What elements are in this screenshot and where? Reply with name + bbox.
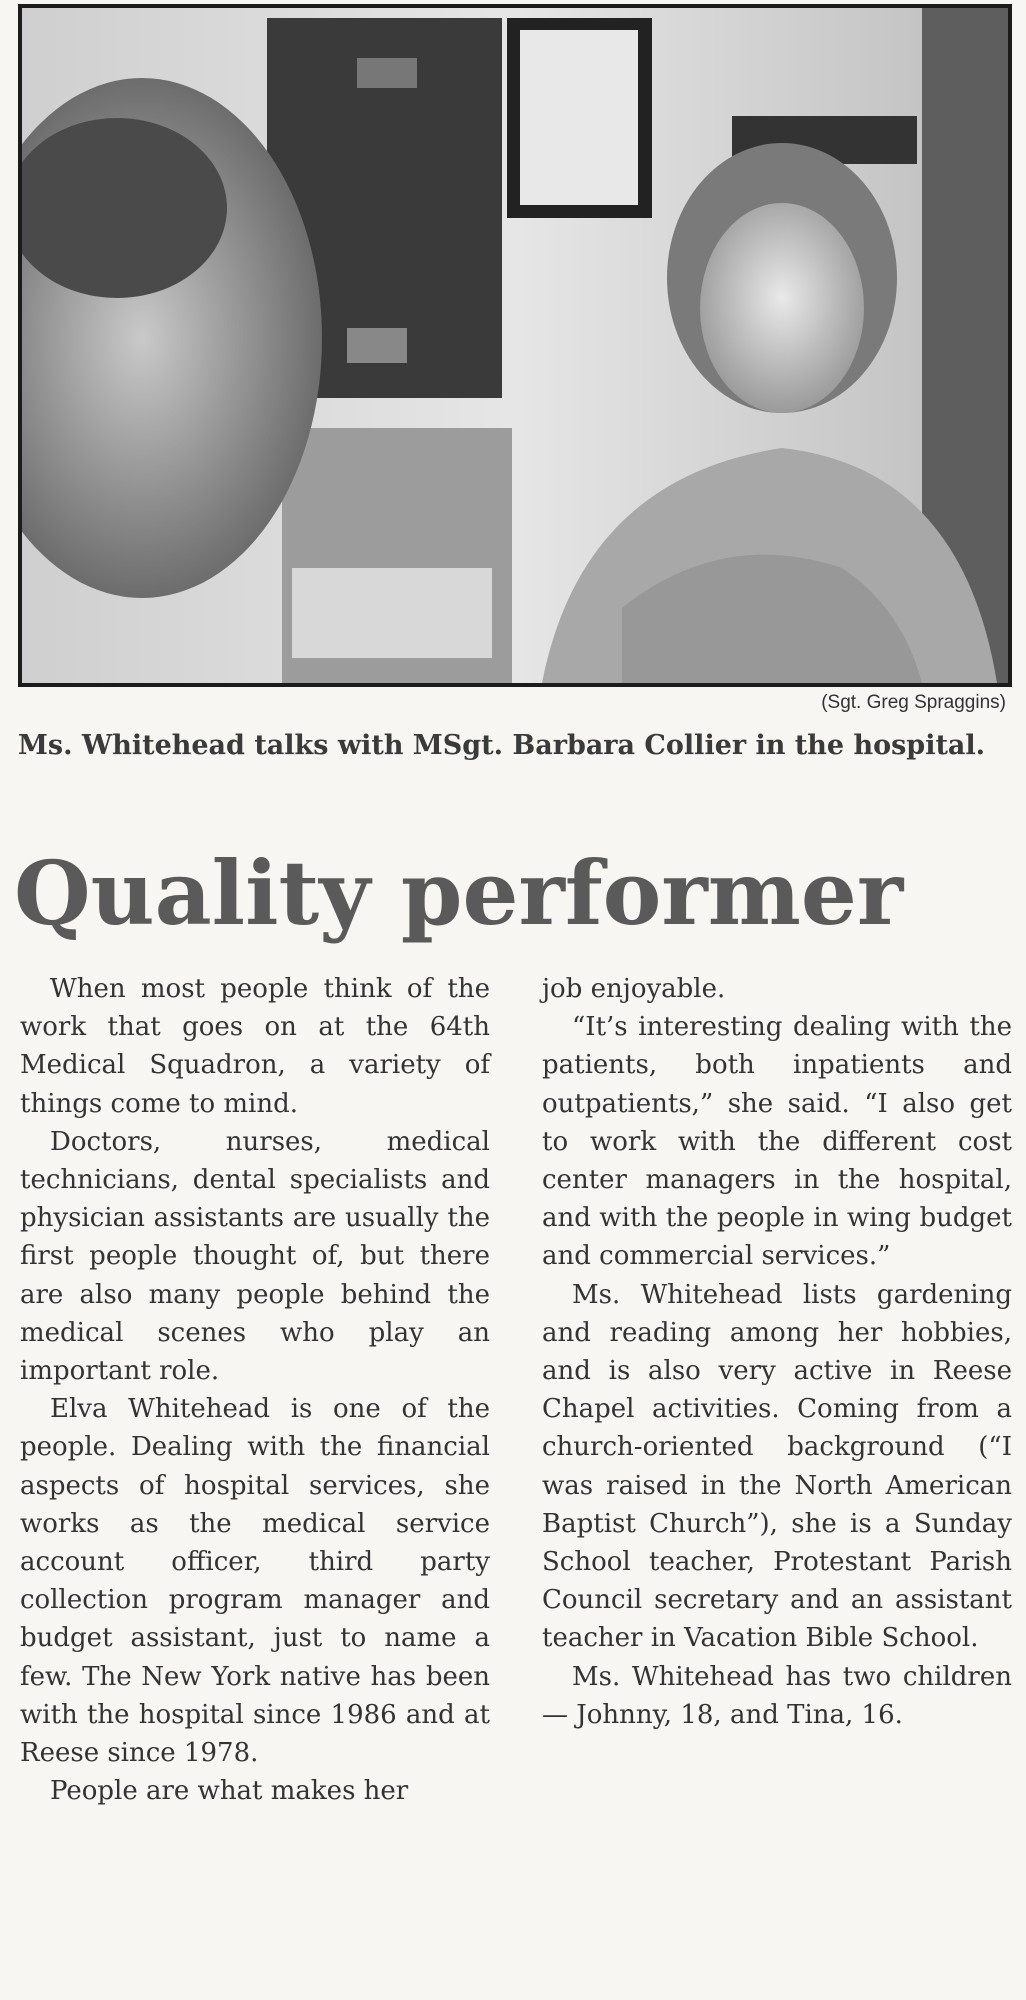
photo-credit: (Sgt. Greg Spraggins)	[821, 692, 1006, 713]
right-column	[542, 970, 1012, 1990]
paragraph: Ms. Whitehead lists gardening and reading among her hobbies, and is also very active in Reese Chapel activities. Coming from a church-oriented background (“I was raised in the North American Baptist Church”), she is a Sunday School teacher, Protestant Parish Council secretary and an assistant teacher in Vacation Bible School.	[542, 1279, 1012, 1654]
photo-caption: Ms. Whitehead talks with MSgt. Barbara Collier in the hospital.	[18, 730, 986, 761]
article-body	[20, 970, 1012, 1990]
paragraph: People are what makes her	[50, 1776, 409, 1807]
paragraph: When most people think of the work that goes on at the 64th Medical Squadron, a variety of things come to mind.	[20, 974, 490, 1119]
news-photo	[18, 4, 1012, 687]
paragraph: job enjoyable.	[542, 974, 726, 1004]
photo-image	[22, 8, 1008, 683]
left-column	[20, 970, 490, 1990]
paragraph: Doctors, nurses, medical technicians, dental specialists and physician assistants are usually the first people thought of, but there are also many people behind the medical scenes who play an important role.	[20, 1126, 490, 1387]
headline: Quality performer	[14, 841, 904, 945]
paragraph: Elva Whitehead is one of the people. Dealing with the financial aspects of hospital services, she works as the medical service account officer, third party collection program manager and budget assistant, just to name a few. The New York native has been with the hospital since 1986 and at Reese since 1978.	[20, 1394, 490, 1769]
paragraph: Ms. Whitehead has two children — Johnny, 18, and Tina, 16.	[542, 1661, 1012, 1730]
paragraph: “It’s interesting dealing with the patients, both inpatients and outpatients,” she said. “I also get to work with the different cost center managers in the hospital, and with the people in wing budget and commercial services.”	[542, 1012, 1012, 1272]
